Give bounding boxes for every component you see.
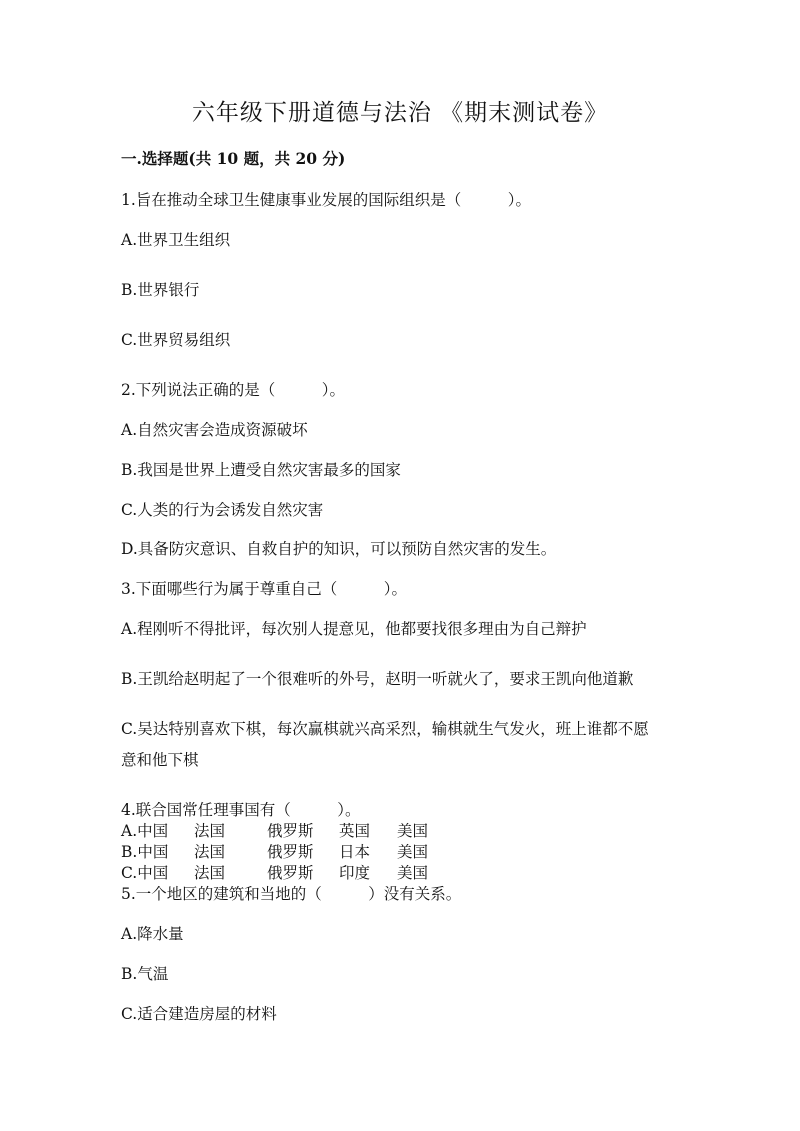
q4-a-item: 俄罗斯 bbox=[267, 822, 314, 840]
q4-b-item: 法国 bbox=[194, 843, 226, 861]
q4-stem: 4.联合国常任理事国有（ ）。 bbox=[121, 801, 361, 819]
q4-a-item: 英国 bbox=[339, 822, 371, 840]
q5-option-a: A.降水量 bbox=[121, 925, 184, 943]
q4-a-item: 法国 bbox=[194, 822, 226, 840]
q3-stem: 3.下面哪些行为属于尊重自己（ ）。 bbox=[121, 580, 408, 598]
q3-option-c-line2: 意和他下棋 bbox=[121, 751, 199, 769]
exam-title: 六年级下册道德与法治 《期末测试卷》 bbox=[191, 100, 609, 126]
q1-option-c: C.世界贸易组织 bbox=[121, 331, 231, 349]
q2-stem: 2.下列说法正确的是（ ）。 bbox=[121, 381, 346, 399]
q2-option-d: D.具备防灾意识、自救自护的知识，可以预防自然灾害的发生。 bbox=[121, 540, 557, 558]
q5-option-c: C.适合建造房屋的材料 bbox=[121, 1005, 277, 1023]
q4-c-item: 美国 bbox=[397, 864, 429, 882]
q1-option-a: A.世界卫生组织 bbox=[121, 231, 231, 249]
q4-b-item: 美国 bbox=[397, 843, 429, 861]
q4-a-item: 美国 bbox=[397, 822, 429, 840]
q4-b-item: B.中国 bbox=[121, 843, 169, 861]
q2-option-c: C.人类的行为会诱发自然灾害 bbox=[121, 501, 324, 519]
section-heading: 一.选择题(共 10 题，共 20 分) bbox=[121, 149, 346, 168]
q4-a-item: A.中国 bbox=[121, 822, 169, 840]
q4-c-item: 俄罗斯 bbox=[267, 864, 314, 882]
q4-b-item: 日本 bbox=[339, 843, 371, 861]
q4-b-item: 俄罗斯 bbox=[267, 843, 314, 861]
q4-c-item: 法国 bbox=[194, 864, 226, 882]
q2-option-a: A.自然灾害会造成资源破坏 bbox=[121, 421, 308, 439]
q3-option-b: B.王凯给赵明起了一个很难听的外号，赵明一听就火了，要求王凯向他道歉 bbox=[121, 670, 634, 688]
q1-option-b: B.世界银行 bbox=[121, 281, 200, 299]
q4-c-item: C.中国 bbox=[121, 864, 169, 882]
q3-option-a: A.程刚听不得批评，每次别人提意见，他都要找很多理由为自己辩护 bbox=[121, 620, 587, 638]
q5-stem: 5.一个地区的建筑和当地的（ ）没有关系。 bbox=[121, 885, 462, 903]
q4-c-item: 印度 bbox=[339, 864, 371, 882]
q5-option-b: B.气温 bbox=[121, 965, 169, 983]
q1-stem: 1.旨在推动全球卫生健康事业发展的国际组织是（ ）。 bbox=[121, 191, 532, 209]
q2-option-b: B.我国是世界上遭受自然灾害最多的国家 bbox=[121, 461, 401, 479]
q3-option-c-line1: C.吴达特别喜欢下棋，每次赢棋就兴高采烈，输棋就生气发火，班上谁都不愿 bbox=[121, 720, 649, 738]
